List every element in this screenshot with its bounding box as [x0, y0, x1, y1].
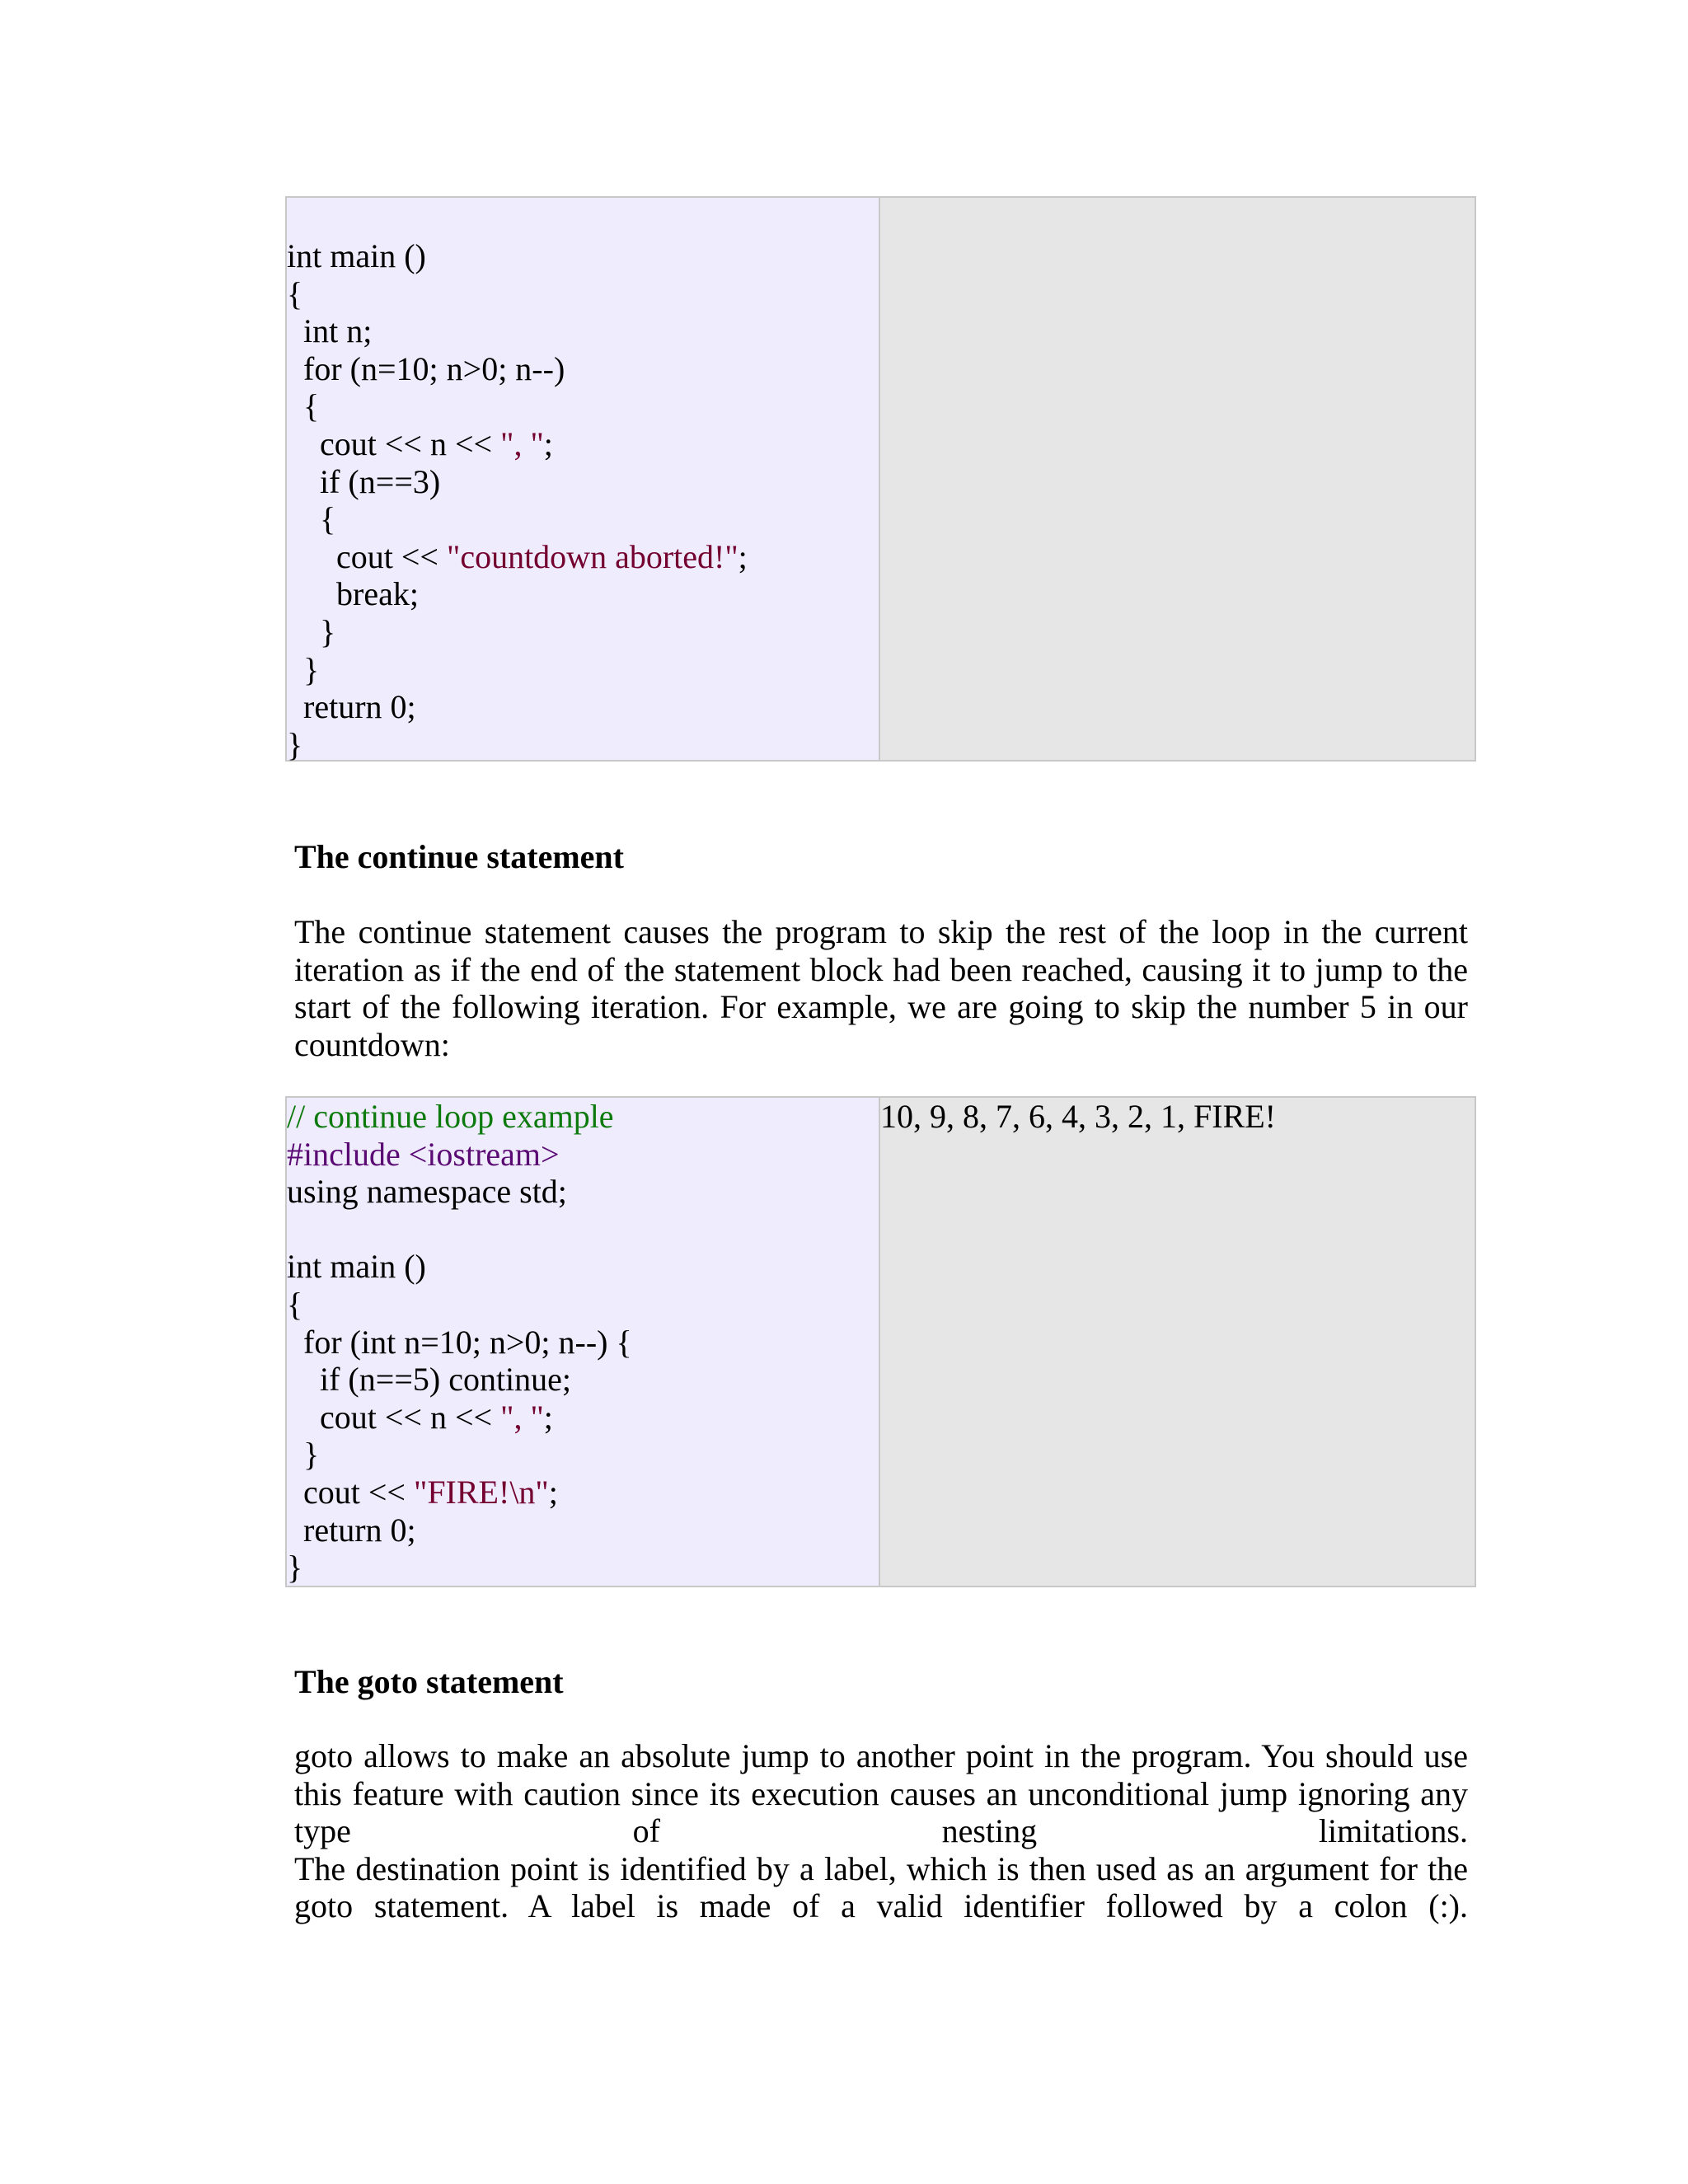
- code-line: [287, 463, 748, 501]
- code-token: if (n==5) continue;: [287, 1361, 572, 1399]
- code-line: [287, 275, 748, 313]
- code-token: break;: [287, 575, 419, 613]
- paragraph-line: The continue statement causes the program to skip the rest of the loop in the current: [294, 913, 1468, 950]
- output-cell: [880, 1098, 1475, 1586]
- code-example-table-break: [285, 196, 1476, 762]
- code-line: [287, 500, 748, 538]
- code-block: [287, 237, 748, 763]
- code-string-literal: ", ": [500, 424, 544, 462]
- code-token: int n;: [287, 312, 373, 350]
- code-line: [287, 726, 748, 764]
- code-line: [287, 688, 748, 726]
- code-example-table-continue: [285, 1096, 1476, 1587]
- code-string-literal: "countdown aborted!": [446, 537, 738, 575]
- code-token: }: [287, 650, 320, 688]
- code-token: cout << n <<: [287, 424, 501, 462]
- code-block: [287, 1098, 632, 1586]
- code-token: for (n=10; n>0; n--): [287, 349, 565, 387]
- code-line: [287, 651, 748, 689]
- code-line: [287, 312, 748, 350]
- code-comment: // continue loop example: [287, 1098, 614, 1135]
- code-line: [287, 538, 748, 576]
- code-string-literal: "FIRE!\n": [413, 1473, 549, 1511]
- code-line: [287, 1098, 632, 1136]
- code-token: using namespace std;: [287, 1173, 567, 1211]
- code-line: [287, 1136, 632, 1174]
- code-token: {: [287, 274, 303, 312]
- code-line: [287, 1361, 632, 1399]
- code-line: [287, 237, 748, 275]
- paragraph-continue: [294, 913, 1468, 1063]
- code-token: {: [287, 1285, 303, 1323]
- code-token: }: [287, 1549, 303, 1586]
- code-token: ;: [548, 1473, 558, 1511]
- code-token: return 0;: [287, 688, 416, 726]
- paragraph-line: this feature with caution since its execution causes an unconditional jump ignoring any: [294, 1774, 1468, 1812]
- code-token: cout <<: [287, 1473, 414, 1511]
- code-token: cout <<: [287, 537, 447, 575]
- code-line: [287, 575, 748, 613]
- code-line: [287, 613, 748, 651]
- code-line: [287, 350, 748, 388]
- section-heading-goto: The goto statement: [294, 1663, 564, 1700]
- code-line: [287, 1399, 632, 1436]
- paragraph-line: goto allows to make an absolute jump to another point in the program. You should use: [294, 1737, 1468, 1774]
- paragraph-goto: [294, 1737, 1468, 1925]
- code-line: [287, 1549, 632, 1586]
- code-token: }: [287, 725, 303, 763]
- code-token: ;: [543, 424, 553, 462]
- paragraph-line: countdown:: [294, 1025, 450, 1063]
- code-line: [287, 1211, 632, 1249]
- code-cell: [287, 1098, 880, 1586]
- paragraph-line: The destination point is identified by a label, which is then used as an argument for the: [294, 1849, 1468, 1887]
- code-token: int main (): [287, 1248, 426, 1286]
- code-line: [287, 1324, 632, 1361]
- code-line: [287, 425, 748, 463]
- output-cell: [880, 198, 1475, 760]
- code-token: if (n==3): [287, 462, 441, 500]
- code-line: [287, 1248, 632, 1286]
- code-token: int main (): [287, 237, 426, 274]
- code-token: ;: [543, 1398, 553, 1436]
- code-line: [287, 1474, 632, 1511]
- code-cell: [287, 198, 880, 763]
- code-preprocessor: #include <iostream>: [287, 1135, 560, 1173]
- code-token: for (int n=10; n>0; n--) {: [287, 1323, 632, 1361]
- code-token: {: [287, 387, 320, 425]
- code-line: [287, 1286, 632, 1324]
- code-token: ;: [738, 537, 748, 575]
- code-line: [287, 1511, 632, 1549]
- code-token: }: [287, 1436, 320, 1474]
- code-line: [287, 1173, 632, 1211]
- paragraph-line: start of the following iteration. For example, we are going to skip the number 5 in our: [294, 988, 1468, 1026]
- section-heading-continue: The continue statement: [294, 838, 624, 875]
- code-token: cout << n <<: [287, 1398, 501, 1436]
- paragraph-line: goto statement. A label is made of a valid identifier followed by a colon (:).: [294, 1887, 1468, 1925]
- paragraph-line: iteration as if the end of the statement block had been reached, causing it to jump to the: [294, 950, 1468, 988]
- code-line: [287, 1436, 632, 1474]
- paragraph-line: type of nesting limitations.: [294, 1812, 1468, 1850]
- code-line: [287, 387, 748, 425]
- code-token: }: [287, 612, 336, 650]
- code-token: return 0;: [287, 1511, 416, 1549]
- program-output: 10, 9, 8, 7, 6, 4, 3, 2, 1, FIRE!: [880, 1098, 1276, 1135]
- code-string-literal: ", ": [500, 1398, 544, 1436]
- code-token: {: [287, 500, 336, 538]
